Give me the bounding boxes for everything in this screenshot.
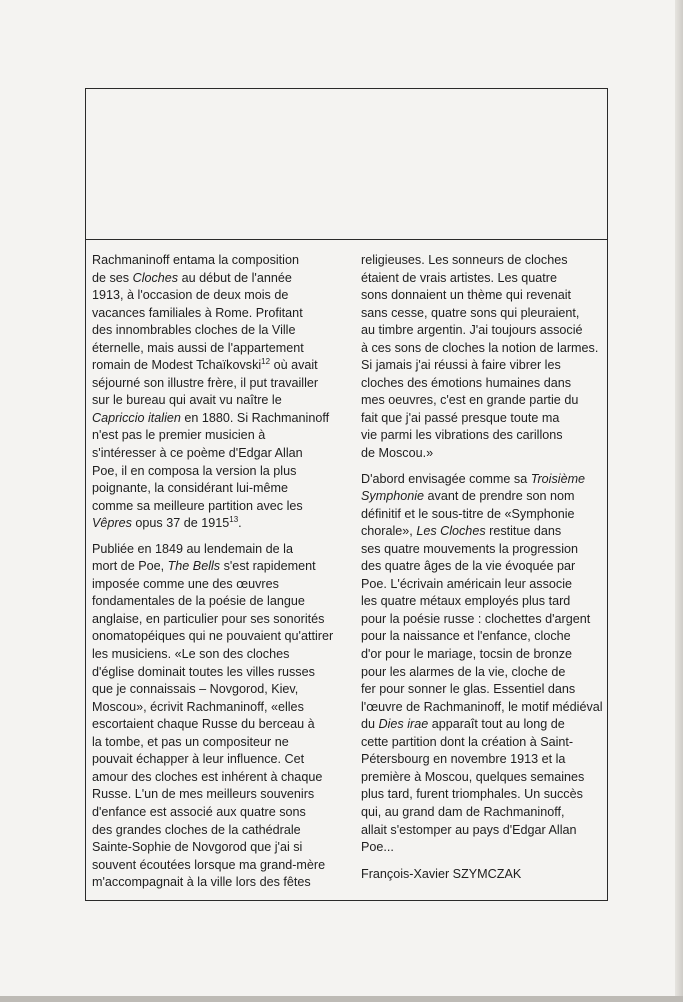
text-line: cloches des émotions humaines dans <box>361 375 572 390</box>
text-line: n'est pas le premier musicien à <box>92 428 266 443</box>
text-line: comme sa meilleure partition avec les <box>92 498 303 513</box>
text-line: des quatre âges de la vie évoquée par <box>361 559 576 574</box>
right-column <box>361 252 607 883</box>
text-line: imposée comme une des œuvres <box>92 576 279 591</box>
text-line: poignante, la considérant lui-même <box>92 481 289 496</box>
text-line: amour des cloches est inhérent à chaque <box>92 769 323 784</box>
author-signature: François-Xavier SZYMCZAK <box>361 866 522 881</box>
paragraph <box>361 252 607 463</box>
text-line: ses quatre mouvements la progression <box>361 541 579 556</box>
text-line: les quatre métaux employés plus tard <box>361 594 571 609</box>
text-line: au timbre argentin. J'ai toujours associé <box>361 323 583 338</box>
text-line: Capriccio italien en 1880. Si Rachmaninoff <box>92 410 330 425</box>
paragraph <box>92 541 338 892</box>
text-line: anglaise, en particulier pour ses sonorités <box>92 611 325 626</box>
text-line: Moscou», écrivit Rachmaninoff, «elles <box>92 699 304 714</box>
text-line: éternelle, mais aussi de l'appartement <box>92 340 304 355</box>
text-line: Sainte-Sophie de Novgorod que j'ai si <box>92 840 303 855</box>
text-line: s'intéresser à ce poème d'Edgar Allan <box>92 446 303 461</box>
text-line: vacances familiales à Rome. Profitant <box>92 305 303 320</box>
text-line: les musiciens. «Le son des cloches <box>92 647 290 662</box>
text-line: onomatopéiques qui ne pouvaient qu'attirer <box>92 629 334 644</box>
text-line: du Dies irae apparaît tout au long de <box>361 717 565 732</box>
text-line: définitif et le sous-titre de «Symphonie <box>361 506 575 521</box>
text-line: escortaient chaque Russe du berceau à <box>92 717 315 732</box>
text-line: chorale», Les Cloches restitue dans <box>361 524 562 539</box>
text-line: pouvait échapper à leur influence. Cet <box>92 752 305 767</box>
text-line: pour les alarmes de la vie, cloche de <box>361 664 566 679</box>
text-line: Pétersbourg en novembre 1913 et la <box>361 752 566 767</box>
text-line: Poe, il en composa la version la plus <box>92 463 297 478</box>
text-line: des innombrables cloches de la Ville <box>92 323 296 338</box>
text-line: souvent écoutées lorsque ma grand-mère <box>92 857 326 872</box>
text-line: D'abord envisagée comme sa Troisième <box>361 471 586 486</box>
text-line: étaient de vrais artistes. Les quatre <box>361 270 558 285</box>
text-line: romain de Modest Tchaïkovski$^{12}$ où avait <box>92 357 318 373</box>
text-line: sons donnaient un thème qui revenait <box>361 288 572 303</box>
text-line: vie parmi les vibrations des carillons <box>361 428 563 443</box>
text-line: sur le bureau qui avait vu naître le <box>92 393 282 408</box>
text-line: Vêpres opus 37 de 1915$^{13}$. <box>92 515 242 531</box>
text-line: pour la naissance et l'enfance, cloche <box>361 629 571 644</box>
text-line: la tombe, et pas un compositeur ne <box>92 734 289 749</box>
text-line: plus tard, furent triomphales. Un succès <box>361 787 583 802</box>
text-line: fer pour sonner le glas. Essentiel dans <box>361 682 576 697</box>
text-line: à ces sons de cloches la notion de larmes. <box>361 340 599 355</box>
text-line: de Moscou.» <box>361 446 434 461</box>
text-line: l'œuvre de Rachmaninoff, le motif médiéval <box>361 699 603 714</box>
text-line: d'or pour le mariage, tocsin de bronze <box>361 647 573 662</box>
text-line: mes oeuvres, c'est en grande partie du <box>361 393 579 408</box>
text-line: Poe... <box>361 840 394 855</box>
text-line: de ses Cloches au début de l'année <box>92 270 292 285</box>
text-line: d'enfance est associé aux quatre sons <box>92 804 306 819</box>
page-edge <box>675 0 683 1002</box>
paragraph <box>361 471 607 857</box>
text-line: fondamentales de la poésie de langue <box>92 594 305 609</box>
text-line: Symphonie avant de prendre son nom <box>361 489 575 504</box>
text-line: qui, au grand dam de Rachmaninoff, <box>361 804 565 819</box>
text-line: Si jamais j'ai réussi à faire vibrer les <box>361 358 561 373</box>
text-line: Rachmaninoff entama la composition <box>92 253 299 267</box>
text-line: des grandes cloches de la cathédrale <box>92 822 301 837</box>
text-line: sans cesse, quatre sons qui pleuraient, <box>361 305 580 320</box>
text-line: m'accompagnait à la ville lors des fêtes <box>92 875 311 890</box>
paragraph <box>92 252 338 533</box>
text-line: mort de Poe, The Bells s'est rapidement <box>92 559 316 574</box>
text-line: d'église dominait toutes les villes russes <box>92 664 315 679</box>
text-line: religieuses. Les sonneurs de cloches <box>361 253 568 267</box>
text-line: séjourné son illustre frère, il put travailler <box>92 375 319 390</box>
text-line: Poe. L'écrivain américain leur associe <box>361 576 573 591</box>
left-column <box>92 252 338 892</box>
text-line: que je connaissais – Novgorod, Kiev, <box>92 682 299 697</box>
text-line: pour la poésie russe : clochettes d'argent <box>361 611 591 626</box>
text-line: fait que j'ai passé presque toute ma <box>361 410 560 425</box>
text-line: allait s'estomper au pays d'Edgar Allan <box>361 822 577 837</box>
page-bottom-edge <box>0 996 683 1002</box>
frame-divider <box>86 239 607 240</box>
text-line: 1913, à l'occasion de deux mois de <box>92 288 289 303</box>
text-line: première à Moscou, quelques semaines <box>361 769 585 784</box>
text-line: cette partition dont la création à Saint- <box>361 734 574 749</box>
text-line: Russe. L'un de mes meilleurs souvenirs <box>92 787 315 802</box>
text-line: Publiée en 1849 au lendemain de la <box>92 541 293 556</box>
